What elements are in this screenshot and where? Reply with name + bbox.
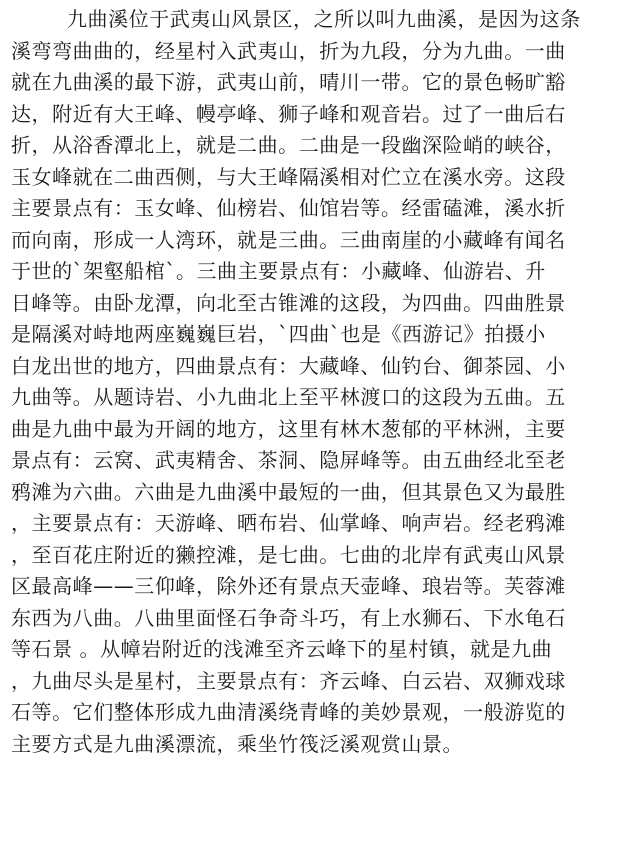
paragraph-line: ，九曲尽头是星村，主要景点有：齐云峰、白云岩、双狮戏球 — [11, 668, 566, 693]
paragraph-line: 是隔溪对峙地两座巍巍巨岩，`四曲`也是《西游记》拍摄小 — [11, 322, 546, 346]
paragraph-line: 鸦滩为六曲。六曲是九曲溪中最短的一曲，但其景色又为最胜 — [11, 479, 566, 504]
paragraph-line: 于世的`架壑船棺`。三曲主要景点有：小藏峰、仙游岩、升 — [11, 259, 546, 283]
paragraph-line: 主要方式是九曲溪漂流，乘坐竹筏泛溪观赏山景。 — [11, 731, 464, 756]
paragraph-line: 九曲等。从题诗岩、小九曲北上至平林渡口的这段为五曲。五 — [11, 385, 566, 409]
paragraph-line: ，主要景点有：天游峰、晒布岩、仙掌峰、响声岩。经老鸦滩 — [11, 511, 566, 535]
paragraph-line: 区最高峰——三仰峰，除外还有景点天壶峰、琅岩等。芙蓉滩 — [11, 574, 566, 598]
paragraph-line: 东西为八曲。八曲里面怪石争奇斗巧，有上水狮石、下水龟石 — [11, 605, 566, 630]
paragraph-line: 就在九曲溪的最下游，武夷山前，晴川一带。它的景色畅旷豁 — [11, 70, 566, 94]
paragraph-line: 白龙出世的地方，四曲景点有：大藏峰、仙钓台、御茶园、小 — [11, 353, 566, 378]
paragraph-line: 九曲溪位于武夷山风景区，之所以叫九曲溪，是因为这条 — [67, 7, 581, 31]
paragraph-line: 日峰等。由卧龙潭，向北至古锥滩的这段，为四曲。四曲胜景 — [11, 290, 566, 315]
paragraph-line: 达，附近有大王峰、幔亭峰、狮子峰和观音岩。过了一曲后右 — [11, 101, 566, 126]
paragraph-line: 石等。它们整体形成九曲清溪绕青峰的美妙景观，一般游览的 — [11, 700, 566, 724]
paragraph-line: 溪弯弯曲曲的，经星村入武夷山，折为九段，分为九曲。一曲 — [11, 38, 566, 63]
paragraph-line: 主要景点有：玉女峰、仙榜岩、仙馆岩等。经雷磕滩，溪水折 — [11, 196, 566, 220]
paragraph-line: 曲是九曲中最为开阔的地方，这里有林木葱郁的平林洲，主要 — [11, 416, 566, 441]
paragraph-line: 景点有：云窝、武夷精舍、茶洞、隐屏峰等。由五曲经北至老 — [11, 448, 566, 472]
paragraph-line: 玉女峰就在二曲西侧，与大王峰隔溪相对伫立在溪水旁。这段 — [11, 164, 566, 189]
paragraph-line: 折，从浴香潭北上，就是二曲。二曲是一段幽深险峭的峡谷， — [11, 133, 566, 157]
paragraph-line: 而向南，形成一人湾环，就是三曲。三曲南崖的小藏峰有闻名 — [11, 227, 566, 252]
paragraph-line: ，至百花庄附近的獭控滩，是七曲。七曲的北岸有武夷山风景 — [11, 542, 566, 567]
paragraph-line: 等石景 。从幛岩附近的浅滩至齐云峰下的星村镇，就是九曲 — [11, 637, 553, 661]
